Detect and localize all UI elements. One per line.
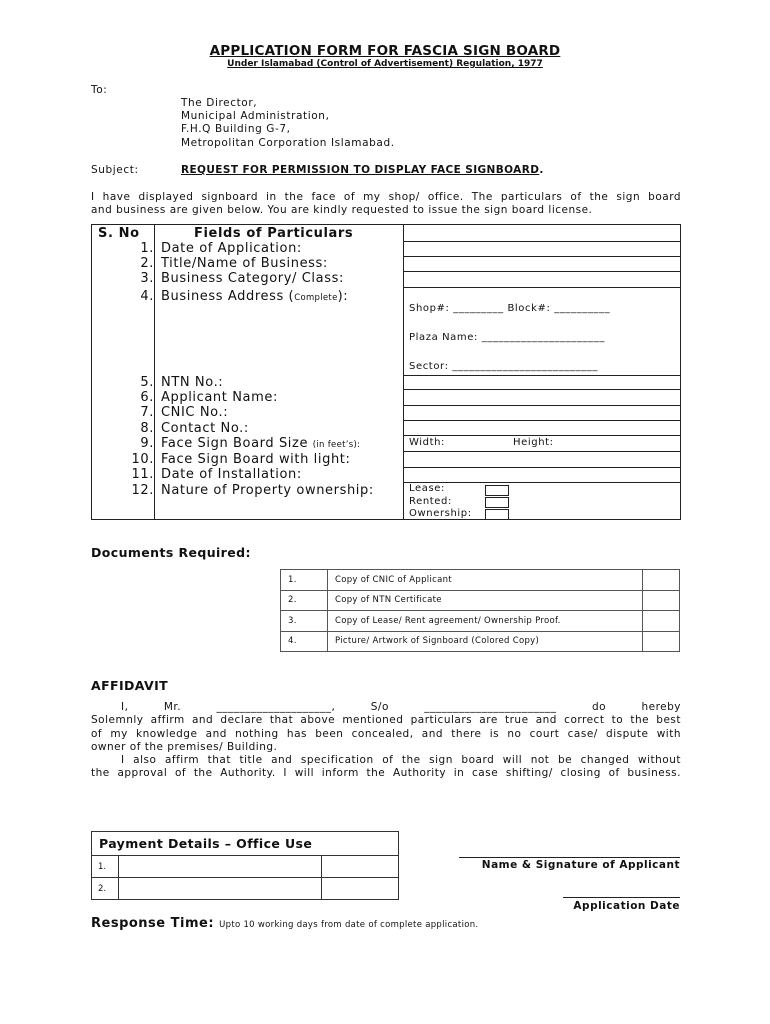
row-number: 10. — [131, 452, 154, 467]
affidavit-line-4: owner of the premises/ Building. — [91, 740, 278, 753]
particulars-table — [91, 224, 681, 520]
size-unit-note: (in feet’s): — [312, 440, 361, 450]
row-number: 1. — [140, 241, 154, 256]
size-height[interactable]: Height: — [513, 437, 554, 448]
table-row — [281, 590, 680, 611]
payment-table — [91, 831, 399, 900]
field-date-of-application: Date of Application: — [161, 241, 302, 256]
field-business-address — [161, 289, 348, 306]
applicant-signature-line[interactable] — [459, 857, 680, 858]
address-label-end: ): — [337, 289, 349, 304]
payment-cell[interactable] — [119, 878, 322, 900]
documents-table — [280, 569, 680, 652]
field-date-of-installation: Date of Installation: — [161, 467, 302, 482]
to-label: To: — [91, 84, 108, 96]
table-row — [281, 631, 680, 652]
address-complete-note: Complete — [294, 293, 338, 303]
address-sector[interactable]: Sector: __________________________ — [409, 361, 598, 372]
row-number: 4. — [140, 289, 154, 304]
row-number: 2. — [140, 256, 154, 271]
size-width[interactable]: Width: — [409, 437, 446, 448]
intro-line-1: I have displayed signboard in the face of my shop/ office. The particulars of the sign board — [91, 191, 681, 203]
response-time-label: Response Time: — [91, 916, 215, 931]
payment-row-number: 2. — [92, 878, 119, 900]
subject-line — [181, 164, 544, 176]
field-business-name: Title/Name of Business: — [161, 256, 328, 271]
application-date-line[interactable] — [563, 897, 680, 898]
lease-checkbox[interactable] — [485, 485, 509, 496]
doc-checkbox[interactable] — [643, 611, 680, 632]
payment-cell[interactable] — [322, 878, 399, 900]
table-row — [92, 856, 399, 878]
table-row — [92, 878, 399, 900]
affidavit-line-5: I also affirm that title and specification of the sign board will not be changed without — [121, 754, 681, 767]
doc-text: Picture/ Artwork of Signboard (Colored Copy) — [328, 631, 643, 652]
ownership-rented-label: Rented: — [409, 495, 452, 507]
row-number: 3. — [140, 271, 154, 286]
applicant-signature-label: Name & Signature of Applicant — [481, 859, 680, 871]
row-number: 7. — [140, 405, 154, 420]
address-plaza-name[interactable]: Plaza Name: ______________________ — [409, 332, 605, 343]
doc-checkbox[interactable] — [643, 570, 680, 591]
table-row — [281, 570, 680, 591]
affidavit-text — [91, 701, 681, 781]
row-number: 6. — [140, 390, 154, 405]
address-line: The Director, — [181, 97, 258, 109]
field-contact: Contact No.: — [161, 421, 249, 436]
row-number: 5. — [140, 375, 154, 390]
field-property-ownership: Nature of Property ownership: — [161, 483, 374, 498]
application-date-label: Application Date — [573, 900, 680, 912]
payment-cell[interactable] — [119, 856, 322, 878]
doc-text: Copy of CNIC of Applicant — [328, 570, 643, 591]
doc-number: 3. — [281, 611, 328, 632]
table-row — [281, 611, 680, 632]
address-line: F.H.Q Building G-7, — [181, 123, 291, 136]
intro-line-2: and business are given below. You are kindly requested to issue the sign board license. — [91, 204, 593, 217]
ownership-options — [409, 483, 472, 521]
field-ntn: NTN No.: — [161, 375, 224, 390]
address-label: Business Address ( — [161, 289, 295, 304]
intro-paragraph — [91, 191, 681, 218]
form-title: APPLICATION FORM FOR FASCIA SIGN BOARD — [209, 43, 561, 59]
response-time-text: Upto 10 working days from date of complete application. — [219, 920, 479, 930]
ownership-lease-label: Lease: — [409, 483, 446, 494]
ownership-checkbox[interactable] — [485, 509, 509, 520]
payment-heading: Payment Details – Office Use — [92, 832, 399, 856]
affidavit-line-1: I, Mr. ____________________, S/o _______________________ do hereby — [121, 701, 681, 713]
doc-checkbox[interactable] — [643, 590, 680, 611]
response-time — [91, 912, 478, 931]
row-number: 9. — [140, 436, 154, 451]
doc-number: 4. — [281, 631, 328, 652]
size-label: Face Sign Board Size — [161, 436, 313, 451]
ownership-ownership-label: Ownership: — [409, 508, 472, 519]
payment-row-number: 1. — [92, 856, 119, 878]
documents-heading: Documents Required: — [91, 545, 251, 560]
address-shop-block[interactable]: Shop#: _________ Block#: __________ — [409, 303, 611, 314]
subject-period: . — [539, 164, 544, 176]
col-header-sno: S. No — [98, 226, 140, 241]
field-business-category: Business Category/ Class: — [161, 271, 344, 286]
col-header-fields: Fields of Particulars — [194, 226, 354, 241]
field-applicant-name: Applicant Name: — [161, 390, 278, 405]
doc-checkbox[interactable] — [643, 631, 680, 652]
doc-number: 1. — [281, 570, 328, 591]
affidavit-line-3: of my knowledge and nothing has been concealed, and there is no court case/ dispute with — [91, 727, 681, 740]
form-subtitle: Under Islamabad (Control of Advertisement) Regulation, 1977 — [227, 59, 543, 69]
row-number: 11. — [131, 467, 154, 482]
address-line: Municipal Administration, — [181, 110, 330, 123]
field-sign-board-size — [161, 436, 360, 453]
doc-text: Copy of NTN Certificate — [328, 590, 643, 611]
subject-text: REQUEST FOR PERMISSION TO DISPLAY FACE SIGNBOARD — [181, 164, 540, 176]
field-board-with-light: Face Sign Board with light: — [161, 452, 351, 467]
rented-checkbox[interactable] — [485, 497, 509, 508]
doc-number: 2. — [281, 590, 328, 611]
affidavit-heading: AFFIDAVIT — [91, 678, 169, 693]
affidavit-line-2: Solemnly affirm and declare that above mentioned particulars are true and correct to the best — [91, 714, 681, 727]
address-line: Metropolitan Corporation Islamabad. — [181, 136, 395, 149]
affidavit-line-6: the approval of the Authority. I will inform the Authority in case shifting/ closing of business. — [91, 767, 681, 780]
recipient-address — [181, 97, 395, 150]
row-number: 12. — [131, 483, 154, 498]
payment-cell[interactable] — [322, 856, 399, 878]
subject-label: Subject: — [91, 164, 139, 176]
row-number: 8. — [140, 421, 154, 436]
field-cnic: CNIC No.: — [161, 405, 229, 420]
doc-text: Copy of Lease/ Rent agreement/ Ownership Proof. — [328, 611, 643, 632]
